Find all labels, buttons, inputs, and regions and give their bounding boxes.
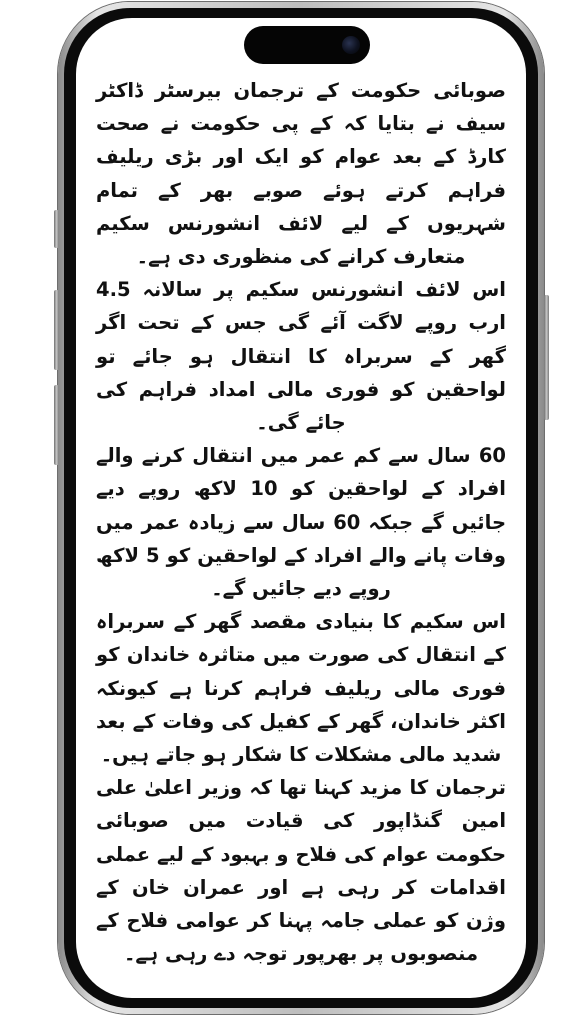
article-paragraph: 60 سال سے کم عمر میں انتقال کرنے والے افراد کے لواحقین کو 10 لاکھ روپے دیے جائیں گے جبکہ 60 سال سے زیادہ عمر میں وفات پانے والے افراد کے لواحقین کو 5 لاکھ روپے دیے جائیں گے۔ [96, 444, 507, 601]
news-article [96, 74, 506, 970]
power-button [544, 295, 549, 420]
volume-down-button [54, 385, 59, 465]
article-paragraph: اس سکیم کا بنیادی مقصد گھر کے سربراہ کے انتقال کی صورت میں متاثرہ خاندان کو فوری مالی ریلیف فراہم کرنا ہے کیونکہ اکثر خاندان، گھر کے کفیل کی وفات کے بعد شدید مالی مشکلات کا شکار ہو جاتے ہیں۔ [96, 610, 506, 767]
article-paragraph: ترجمان کا مزید کہنا تھا کہ وزیر اعلیٰ علی امین گنڈاپور کی قیادت میں صوبائی حکومت عوام کی فلاح و بہبود کے لیے عملی اقدامات کر رہی ہے اور عمران خان کے وژن کو عملی جامہ پہنا کر عوامی فلاح کے منصوبوں پر بھرپور توجہ دے رہی ہے۔ [96, 776, 506, 966]
article-paragraph: اس لائف انشورنس سکیم پر سالانہ 4.5 ارب روپے لاگت آئے گی جس کے تحت اگر گھر کے سربراہ کا انتقال ہو جائے تو لواحقین کو فوری مالی امداد فراہم کی جائے گی۔ [96, 278, 506, 435]
action-button [54, 210, 59, 248]
article-paragraph: صوبائی حکومت کے ترجمان بیرسٹر ڈاکٹر سیف نے بتایا کہ کے پی حکومت نے صحت کارڈ کے بعد عوام کو ایک اور بڑی ریلیف فراہم کرتے ہوئے صوبے بھر کے تمام شہریوں کے لیے لائف انشورنس سکیم متعارف کرانے کی منظوری دی ہے۔ [96, 79, 506, 269]
dynamic-island [244, 26, 370, 64]
camera-icon [342, 36, 360, 54]
phone-screen[interactable] [76, 18, 526, 998]
volume-up-button [54, 290, 59, 370]
